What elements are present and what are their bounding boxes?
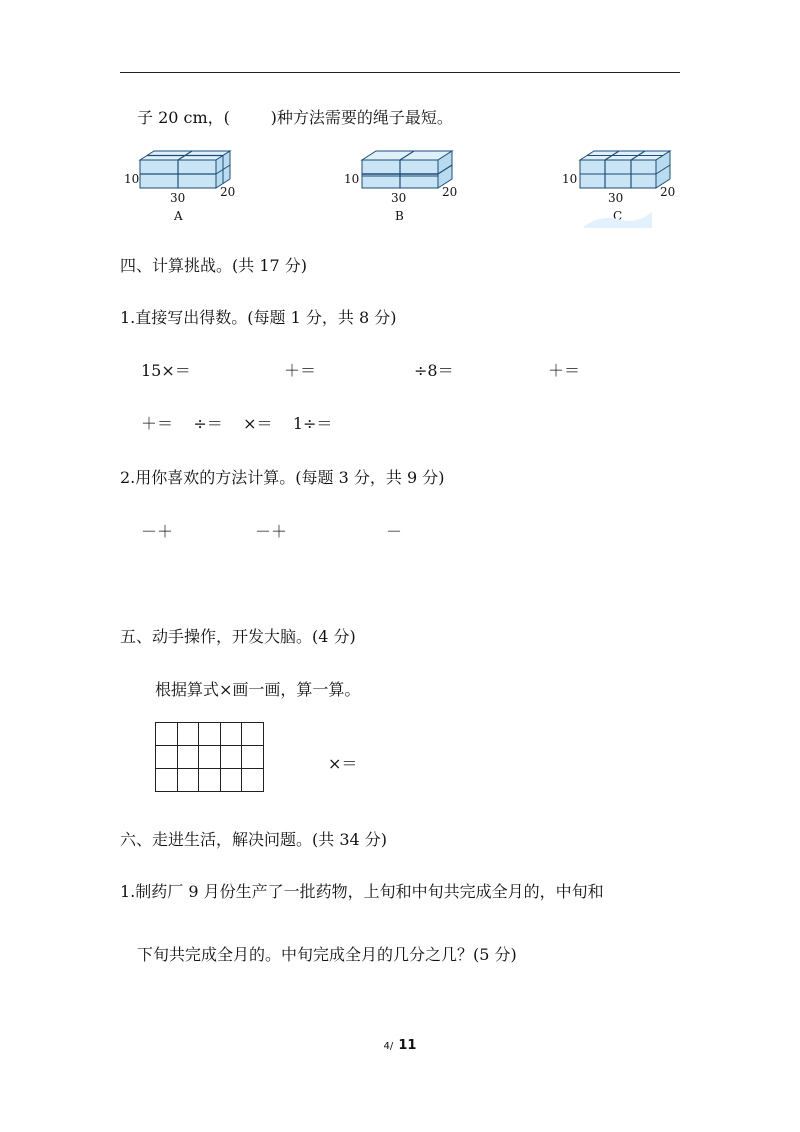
section4-q1-title: 1.直接写出得数。(每题 1 分，共 8 分) xyxy=(120,308,397,327)
q1-item-3: ÷8＝ xyxy=(414,361,454,380)
section5-instruction: 根据算式×画一画，算一算。 xyxy=(155,680,361,699)
drawing-grid xyxy=(155,722,264,792)
section4-title: 四、计算挑战。(共 17 分) xyxy=(120,256,308,275)
box-a-length-label: 30 xyxy=(170,191,186,205)
splash-decoration xyxy=(582,206,654,228)
question-tail-text: 子 20 cm，( )种方法需要的绳子最短。 xyxy=(137,108,453,127)
section5-title: 五、动手操作，开发大脑。(4 分) xyxy=(120,627,356,646)
box-c-width-label: 20 xyxy=(660,185,676,199)
box-b-length-label: 30 xyxy=(391,191,407,205)
box-b-width-label: 20 xyxy=(442,185,458,199)
box-b-label: B xyxy=(395,209,404,223)
page-current: 4/ xyxy=(383,1041,394,1052)
section6-title: 六、走进生活，解决问题。(共 34 分) xyxy=(120,830,388,849)
q2-item-3: － xyxy=(386,522,403,541)
page-footer xyxy=(0,1034,800,1053)
box-c-height-label: 10 xyxy=(562,172,578,186)
box-c-label: C xyxy=(613,209,623,223)
q1-item-2: ＋＝ xyxy=(284,361,317,380)
q1-item-1: 15×＝ xyxy=(141,361,191,380)
section6-q1-line2: 下旬共完成全月的。中旬完成全月的几分之几？(5 分) xyxy=(137,945,517,964)
box-c-length-label: 30 xyxy=(608,191,624,205)
box-b-height-label: 10 xyxy=(344,172,360,186)
section4-q2-title: 2.用你喜欢的方法计算。(每题 3 分，共 9 分) xyxy=(120,468,445,487)
q1-item-4: ＋＝ xyxy=(548,361,581,380)
header-rule xyxy=(120,72,680,73)
q1-row2-items: ＋＝ ÷＝ ×＝ 1÷＝ xyxy=(141,414,333,433)
box-b-figure xyxy=(344,148,456,190)
section5-equation: ×＝ xyxy=(328,754,358,773)
box-c-figure xyxy=(562,148,674,190)
box-a-label: A xyxy=(174,209,183,223)
q2-item-2: －＋ xyxy=(255,522,288,541)
page-total: 11 xyxy=(398,1038,417,1053)
box-a-height-label: 10 xyxy=(124,172,140,186)
q2-item-1: －＋ xyxy=(141,522,174,541)
box-a-width-label: 20 xyxy=(220,185,236,199)
section6-q1-line1: 1.制药厂 9 月份生产了一批药物，上旬和中旬共完成全月的，中旬和 xyxy=(120,882,604,901)
